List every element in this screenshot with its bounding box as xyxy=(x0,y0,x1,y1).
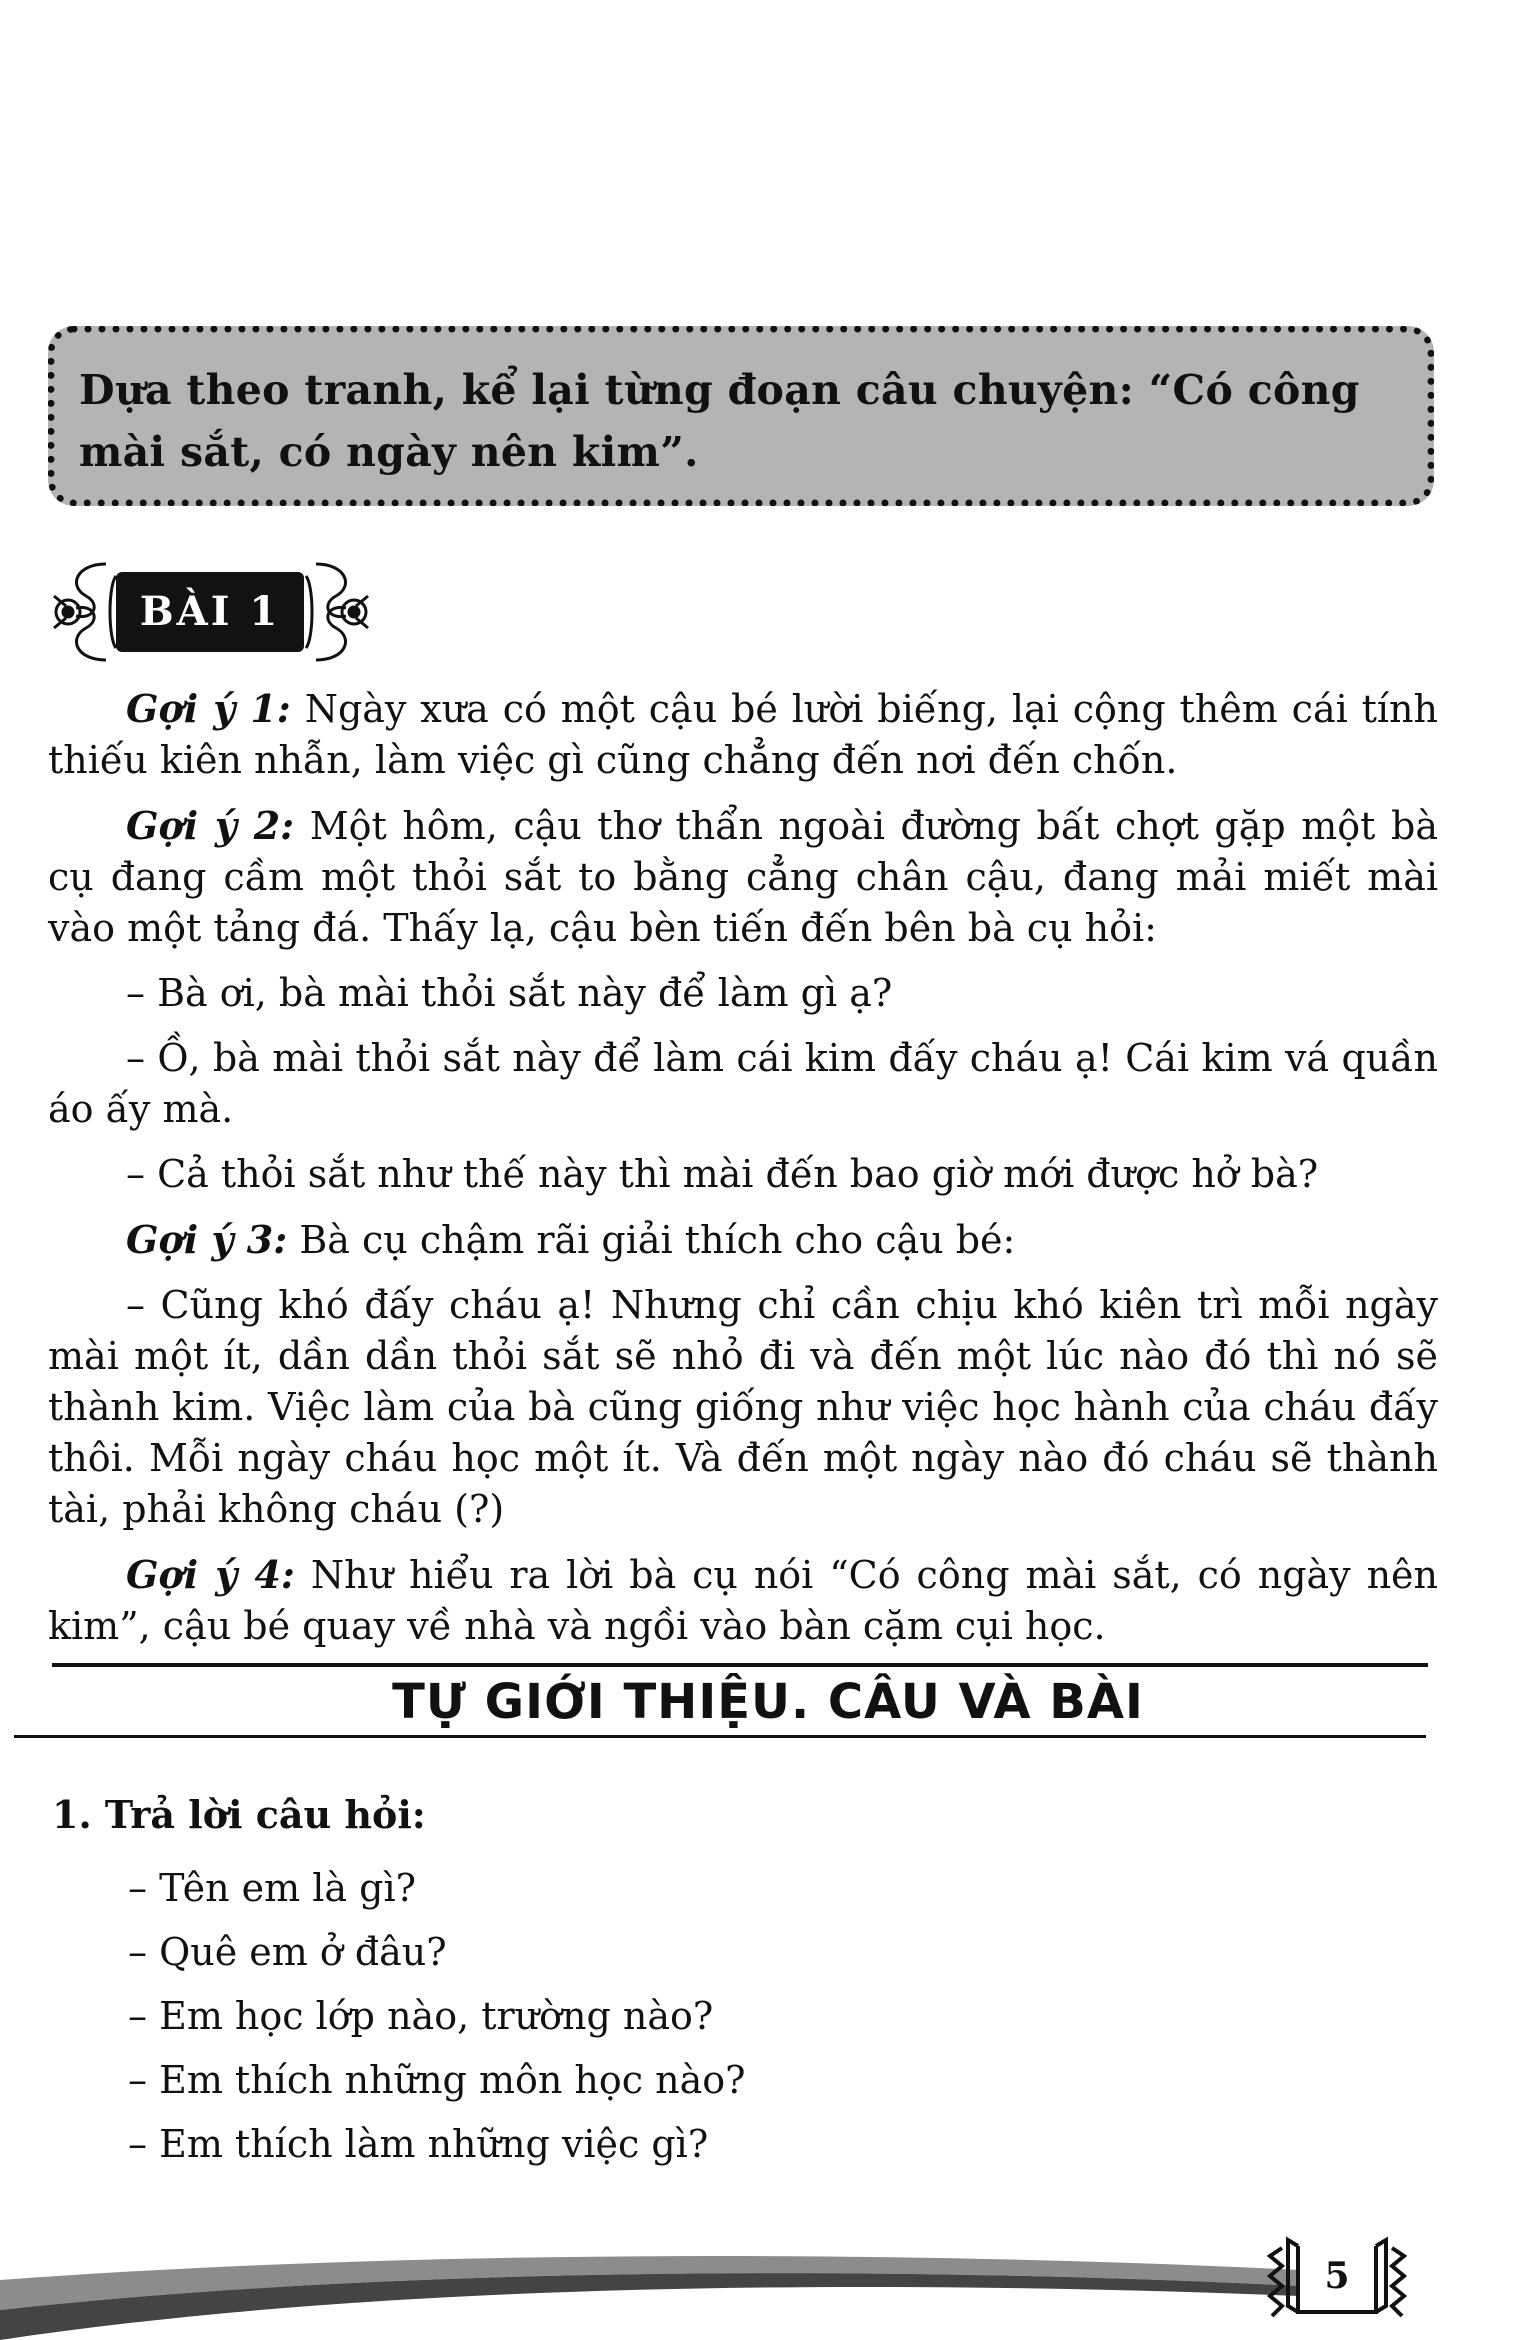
questions-list xyxy=(128,1856,746,2176)
page-number: 5 xyxy=(1324,2255,1350,2297)
paragraph xyxy=(48,683,1438,786)
paragraph-text: – Ồ, bà mài thỏi sắt này để làm cái kim đấy cháu ạ! Cái kim vá quần áo ấy mà. xyxy=(48,1036,1438,1131)
questions-heading: 1. Trả lời câu hỏi: xyxy=(52,1792,426,1837)
list-item: – Em thích những môn học nào? xyxy=(128,2058,746,2102)
paragraph xyxy=(48,1149,1438,1200)
paragraph-text: Ngày xưa có một cậu bé lười biếng, lại cộng thêm cái tính thiếu kiên nhẫn, làm việc gì cũng chẳng đến nơi đến chốn. xyxy=(48,687,1438,782)
paragraph xyxy=(48,1033,1438,1135)
paragraph xyxy=(48,968,1438,1019)
paragraph-text: – Bà ơi, bà mài thỏi sắt này để làm gì ạ? xyxy=(126,971,893,1015)
scroll-ornament-icon xyxy=(46,556,126,668)
section-title: TỰ GIỚI THIỆU. CÂU VÀ BÀI xyxy=(392,1674,1144,1730)
paragraph xyxy=(48,800,1438,954)
section-rule-bottom xyxy=(14,1735,1426,1738)
paragraph-text: Như hiểu ra lời bà cụ nói “Có công mài sắt, có ngày nên kim”, cậu bé quay về nhà và ngồi vào bàn cặm cụi học. xyxy=(48,1553,1438,1648)
paragraph-text: Bà cụ chậm rãi giải thích cho cậu bé: xyxy=(287,1218,1016,1262)
paragraph-text: Một hôm, cậu thơ thẩn ngoài đường bất chợt gặp một bà cụ đang cầm một thỏi sắt to bằng cẳng chân cậu, đang mải miết mài vào một tảng đá. Thấy lạ, cậu bèn tiến đến bên bà cụ hỏi: xyxy=(48,804,1438,950)
list-item: – Em học lớp nào, trường nào? xyxy=(128,1994,714,2038)
hint-label: Gợi ý 2: xyxy=(126,803,295,848)
paragraph xyxy=(48,1214,1438,1266)
task-box xyxy=(48,326,1434,506)
section-rule-top xyxy=(52,1663,1428,1667)
hint-label: Gợi ý 3: xyxy=(126,1217,288,1262)
badge-label: BÀI 1 xyxy=(139,588,281,635)
hint-label: Gợi ý 1: xyxy=(126,686,291,731)
list-item: – Em thích làm những việc gì? xyxy=(128,2122,709,2166)
story-body xyxy=(48,683,1438,1666)
paragraph xyxy=(48,1280,1438,1535)
paragraph-text: – Cả thỏi sắt như thế này thì mài đến bao giờ mới được hở bà? xyxy=(126,1152,1319,1196)
lesson-badge xyxy=(46,556,376,668)
scroll-ornament-icon xyxy=(296,556,376,668)
paragraph-text: – Cũng khó đấy cháu ạ! Nhưng chỉ cần chịu khó kiên trì mỗi ngày mài một ít, dần dần thỏi sắt sẽ nhỏ đi và đến một lúc nào đó thì nó sẽ thành kim. Việc làm của bà cũng giống như việc học hành của cháu đấy thôi. Mỗi ngày cháu học một ít. Và đến một ngày nào đó cháu sẽ thành tài, phải không cháu (?) xyxy=(48,1283,1438,1531)
hint-label: Gợi ý 4: xyxy=(126,1552,295,1597)
list-item: – Tên em là gì? xyxy=(128,1866,416,1910)
task-text: Dựa theo tranh, kể lại từng đoạn câu chuyện: “Có công mài sắt, có ngày nên kim”. xyxy=(79,366,1360,476)
list-item: – Quê em ở đâu? xyxy=(128,1930,447,1974)
paragraph xyxy=(48,1549,1438,1652)
